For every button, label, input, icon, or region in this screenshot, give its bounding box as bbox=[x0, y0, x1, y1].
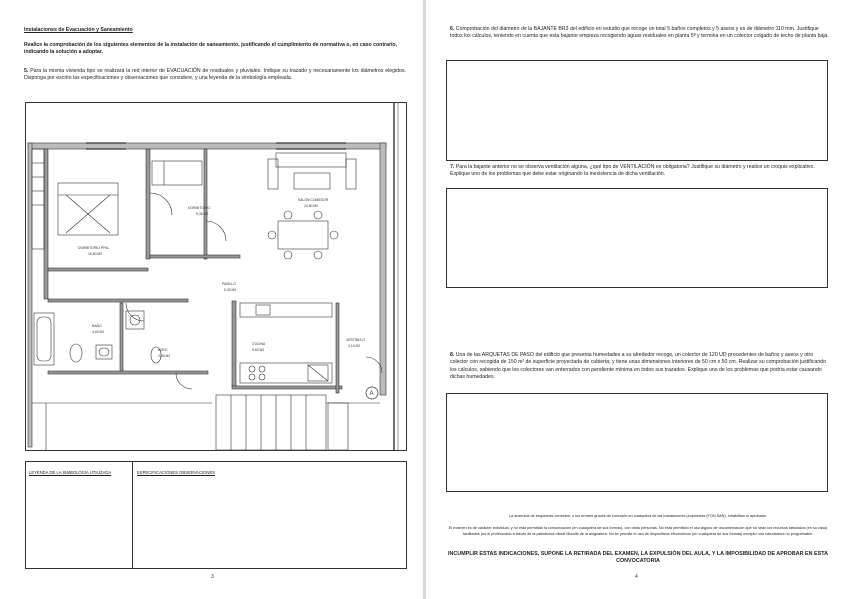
footer-note-1: La ausencia de esquemas correctos, o los errores graves de concepto en cualquiera de las instalaciones propuestas (FON SAN), inhabilitan el aprobado. bbox=[508, 514, 768, 518]
legend-table bbox=[25, 461, 407, 569]
legend-divider bbox=[132, 462, 133, 568]
question-8-number: 8. bbox=[450, 352, 455, 358]
section-marker: A bbox=[369, 391, 374, 397]
floor-plan bbox=[25, 102, 407, 451]
specifications-header: ESPECIFICACIONES OBSERVACIONES bbox=[137, 470, 216, 475]
room-area-salon: 24,80 M2 bbox=[304, 204, 319, 208]
question-5 bbox=[24, 68, 406, 83]
answer-box-6[interactable] bbox=[446, 60, 828, 161]
question-6-text: Comprobación del diámetro de la BAJANTE BR3 del edificio en estudio que recoge un total 5 baños completos y 5 aseos y es de diámetro 110 mm. Justifique todos los cálculos, teniendo en cuenta que esta bajante empieza recogiendo aguas residuales en planta 5ª y termina en un colector colgado de techo de planta baja. bbox=[450, 26, 829, 40]
room-label-cocina: COCINA bbox=[252, 342, 266, 346]
instructions-text: Realice la comprobación de los siguientes elementos de la instalación de saneamiento, justificando el cumplimiento de normativa o, en caso contrario, indicando la solución a adoptar. bbox=[24, 42, 398, 55]
answer-box-7[interactable] bbox=[446, 188, 828, 288]
room-area-cocina: 9,60 M2 bbox=[252, 348, 265, 352]
question-6 bbox=[450, 26, 830, 41]
room-area-vestibulo: 4,10 M2 bbox=[348, 344, 361, 348]
page-number: 4 bbox=[635, 574, 638, 580]
room-label-dormitorio: DORMITORIO bbox=[188, 206, 210, 210]
page-number: 3 bbox=[211, 574, 214, 580]
question-6-number: 6. bbox=[450, 26, 455, 32]
room-area-dormitorio: 9,45 M2 bbox=[196, 212, 209, 216]
question-5-text: Para la misma vivienda tipo se realizará la red interior de EVACUACIÓN de residuales y pluviales. Indique su trazado y necesariamente los diámetros elegidos. Disponga por escrito las especificaciones y observaciones que considere, y una leyenda de la simbología empleada. bbox=[24, 68, 406, 82]
question-7-number: 7. bbox=[450, 164, 455, 170]
footer-warning: INCUMPLIR ESTAS INDICACIONES, SUPONE LA RETIRADA DEL EXAMEN, LA EXPULSIÓN DEL AULA, Y LA IMPOSIBILIDAD DE APROBAR EN ESTA CONVOCATORIA bbox=[447, 551, 829, 564]
question-8 bbox=[450, 352, 830, 382]
room-label-aseo: ASEO bbox=[158, 348, 168, 352]
page-3 bbox=[0, 0, 423, 599]
question-8-text: Una de las ARQUETAS DE PASO del edificio que presenta humedades a su alrededor recoge, un colector de 120 UD procedentes de baños y aseos y otro colector con recogida de 150 m² de superficie proyectada de cubierta; y tiene unas dimensiones interiores de 50 cm x 50 cm. Realizar su comprobación justificando los cálculos, sabiendo que los colectores van enterrados con pendiente mínima en todos sus trazados. Explique uno de los problemas que podría estar causando dichas humedades. bbox=[450, 352, 827, 381]
room-area-bano: 4,50 M2 bbox=[92, 330, 105, 334]
footer-note-2: El examen es de carácter individual, y no está permitida la comunicación (en cualquiera de sus formas), con otras personas. No está permitido el uso alguno de documentación que no sean los recursos tabulados (en su caso) facilitados por el profesorado a través de la plataforma oficial Moodle de la asignatura. No se permite el uso de dispositivos electrónicos (en cualquiera de sus formas) excepto una calculadora no programable. bbox=[448, 526, 828, 537]
room-label-salon: SALÓN COMEDOR bbox=[298, 198, 329, 202]
question-7 bbox=[450, 164, 830, 179]
answer-box-8[interactable] bbox=[446, 393, 828, 492]
room-label-pasillo: PASILLO bbox=[222, 282, 236, 286]
room-area-pasillo: 5,30 M2 bbox=[224, 288, 237, 292]
room-label-vestibulo: VESTÍBULO bbox=[346, 338, 366, 342]
section-title: Instalaciones de Evacuación y Saneamiento bbox=[24, 27, 133, 33]
room-label-bano: BAÑO bbox=[92, 324, 102, 328]
room-area-aseo: 2,80 M2 bbox=[158, 354, 171, 358]
question-7-text: Para la bajante anterior no se observa ventilación alguna, ¿qué tipo de VENTILACIÓN es obligatoria? Justifique su diámetro y realice un croquis explicativo. Explique uno de los problemas que debe estar originando la inexistencia de dicha ventilación. bbox=[450, 164, 815, 178]
page-4 bbox=[426, 0, 848, 599]
question-5-number: 5. bbox=[24, 68, 29, 74]
room-label-dormitorio-ppal: DORMITORIO PPAL bbox=[78, 246, 110, 250]
legend-header: LEYENDA DE LA SIMBOLOGÍA UTILIZADA bbox=[29, 470, 112, 475]
room-area-dormitorio-ppal: 15,60 M2 bbox=[88, 252, 103, 256]
